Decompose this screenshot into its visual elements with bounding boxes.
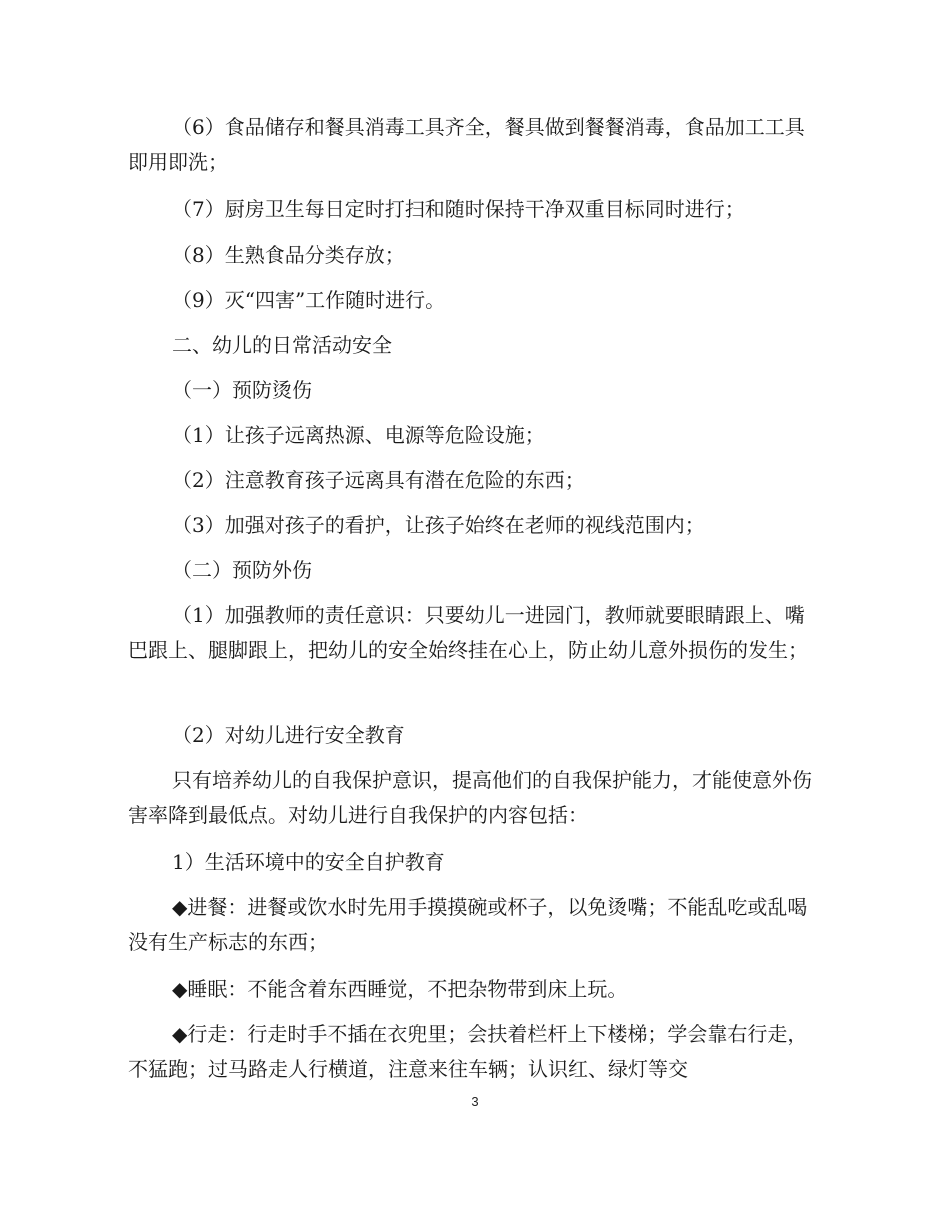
paragraph-injury-1: （1）加强教师的责任意识：只要幼儿一进园门，教师就要眼睛跟上、嘴巴跟上、腿脚跟上，把幼儿的安全始终挂在心上，防止幼儿意外损伤的发生； bbox=[128, 603, 808, 662]
subsection-heading-1: （一）预防烫伤 bbox=[172, 378, 312, 402]
subsection-heading-2: （二）预防外伤 bbox=[172, 558, 312, 582]
paragraph-burn-2: （2）注意教育孩子远离具有潜在危险的东西； bbox=[172, 468, 585, 492]
paragraph-burn-3: （3）加强对孩子的看护，让孩子始终在老师的视线范围内； bbox=[172, 513, 705, 537]
paragraph-item-7: （7）厨房卫生每日定时打扫和随时保持干净双重目标同时进行； bbox=[172, 197, 745, 221]
paragraph-dining: ◆进餐：进餐或饮水时先用手摸摸碗或杯子，以免烫嘴；不能乱吃或乱喝没有生产标志的东西； bbox=[128, 895, 808, 954]
paragraph-self-protection: 只有培养幼儿的自我保护意识，提高他们的自我保护能力，才能使意外伤害率降到最低点。对幼儿进行自我保护的内容包括： bbox=[128, 768, 812, 827]
paragraph-item-9: （9）灭“四害”工作随时进行。 bbox=[172, 288, 446, 312]
paragraph-item-6: （6）食品储存和餐具消毒工具齐全，餐具做到餐餐消毒，食品加工工具即用即洗； bbox=[128, 115, 805, 174]
paragraph-living-environment: 1）生活环境中的安全自护教育 bbox=[172, 850, 445, 874]
paragraph-injury-2: （2）对幼儿进行安全教育 bbox=[172, 723, 405, 747]
paragraph-item-8: （8）生熟食品分类存放； bbox=[172, 243, 405, 267]
paragraph-burn-1: （1）让孩子远离热源、电源等危险设施； bbox=[172, 423, 545, 447]
paragraph-sleeping: ◆睡眠：不能含着东西睡觉，不把杂物带到床上玩。 bbox=[172, 977, 628, 1001]
page-number: 3 bbox=[471, 1094, 479, 1109]
section-heading-2: 二、幼儿的日常活动安全 bbox=[172, 333, 392, 357]
paragraph-walking: ◆行走：行走时手不插在衣兜里；会扶着栏杆上下楼梯；学会靠右行走，不猛跑；过马路走人行横道，注意来往车辆；认识红、绿灯等交 bbox=[128, 1022, 808, 1081]
